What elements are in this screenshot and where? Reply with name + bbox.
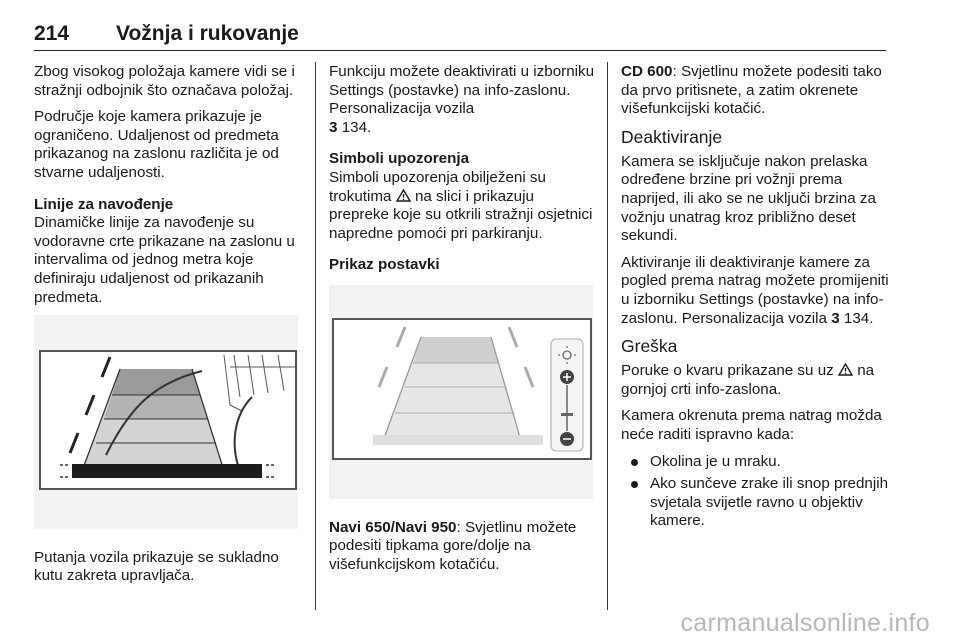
settings-display-illustration: [329, 285, 593, 499]
paragraph: Kamera okrenuta prema natrag možda neće raditi ispravno kada:: [621, 407, 882, 443]
page-reference: 134.: [843, 309, 874, 327]
list-item: Okolina je u mraku.: [621, 453, 891, 472]
column-divider: [607, 62, 608, 610]
bullet-icon: [631, 459, 638, 466]
model-name: Navi 650/Navi 950: [329, 518, 457, 536]
warning-triangle-icon: [838, 363, 853, 376]
subheading-guidelines: Linije za navođenje: [34, 195, 174, 213]
paragraph-text: Dinamičke linije za navođenje su vodoravne crte prikazane na zaslonu u intervalima od jednog metra koje definiraju udaljenost od prikazanih predmeta.: [34, 214, 295, 306]
paragraph: [329, 256, 595, 275]
rear-camera-guidelines-illustration: [34, 315, 298, 529]
bullet-list: [621, 453, 891, 531]
list-item: Ako sunčeve zrake ili snop prednjih svjetala svijetle ravno u objektiv kamere.: [621, 475, 891, 531]
paragraph: [329, 63, 595, 137]
paragraph: Područje koje kamera prikazuje je ograničeno. Udaljenost od predmeta prikazanog na zaslonu različita je od stvarne udaljenosti.: [34, 108, 279, 181]
column-1: [34, 63, 302, 594]
paragraph-text: : Svjetlinu možete podesiti tipkama gore/dolje na višefunkcijskom kotačiću.: [329, 518, 577, 573]
paragraph-text: Funkciju možete deaktivirati u izborniku Settings (postavke) na info-zaslonu. Personalizacija vozila: [329, 63, 595, 118]
paragraph-text: na gornjoj crti info-zaslona.: [621, 362, 875, 398]
model-name: CD 600: [621, 63, 673, 80]
page-header: [34, 22, 886, 51]
paragraph: Putanja vozila prikazuje se sukladno kutu zakreta upravljača.: [34, 548, 279, 585]
paragraph: [329, 519, 595, 575]
paragraph: [329, 150, 595, 243]
paragraph: Kamera se isključuje nakon prelaska određene brzine pri vožnji prema naprijed, ili ako se ne uključi brzina za vožnju unatrag kroz približno deset sekundi.: [621, 152, 876, 245]
page-reference-arrow-icon: 3: [831, 309, 840, 327]
bullet-icon: [631, 481, 638, 488]
paragraph-text: Simboli upozorenja obilježeni su trokutima: [329, 168, 546, 205]
column-3: [621, 63, 891, 535]
camera-guidelines-figure: [34, 315, 302, 535]
heading-error: Greška: [621, 336, 678, 357]
paragraph: [621, 362, 891, 399]
paragraph: [34, 196, 302, 308]
paragraph-text: Aktiviranje ili deaktiviranje kamere za pogled prema natrag možete promijeniti u izborniku Settings (postavke) na info-zaslonu. Personalizacija vozila: [621, 253, 889, 327]
subheading-warning-symbols: Simboli upozorenja: [329, 150, 470, 168]
heading-deactivation: Deaktiviranje: [621, 126, 723, 147]
watermark: carmanualsonline.info: [680, 609, 930, 637]
subheading-settings-display: Prikaz postavki: [329, 256, 440, 274]
paragraph: Zbog visokog položaja kamere vidi se i stražnji odbojnik što označava položaj.: [34, 63, 295, 99]
settings-display-figure: [329, 285, 595, 505]
column-divider: [315, 62, 316, 610]
column-2: [329, 63, 595, 582]
paragraph: [621, 254, 891, 328]
page-reference-arrow-icon: 3: [329, 118, 338, 136]
paragraph: [621, 63, 891, 119]
paragraph-text: Poruke o kvaru prikazane su uz: [621, 362, 834, 380]
page-number: 214: [34, 22, 70, 45]
paragraph-text: na slici i prikazuju prepreke koje su otkrili stražnji osjetnici napredne pomoći pri parkiranju.: [329, 187, 593, 242]
page-reference: 134.: [341, 118, 372, 136]
chapter-title: Vožnja i rukovanje: [116, 22, 299, 45]
paragraph-text: : Svjetlinu možete podesiti tako da prvo pritisnete, a zatim okrenete višefunkcijski kotačić.: [621, 63, 882, 118]
warning-triangle-icon: [396, 189, 411, 202]
